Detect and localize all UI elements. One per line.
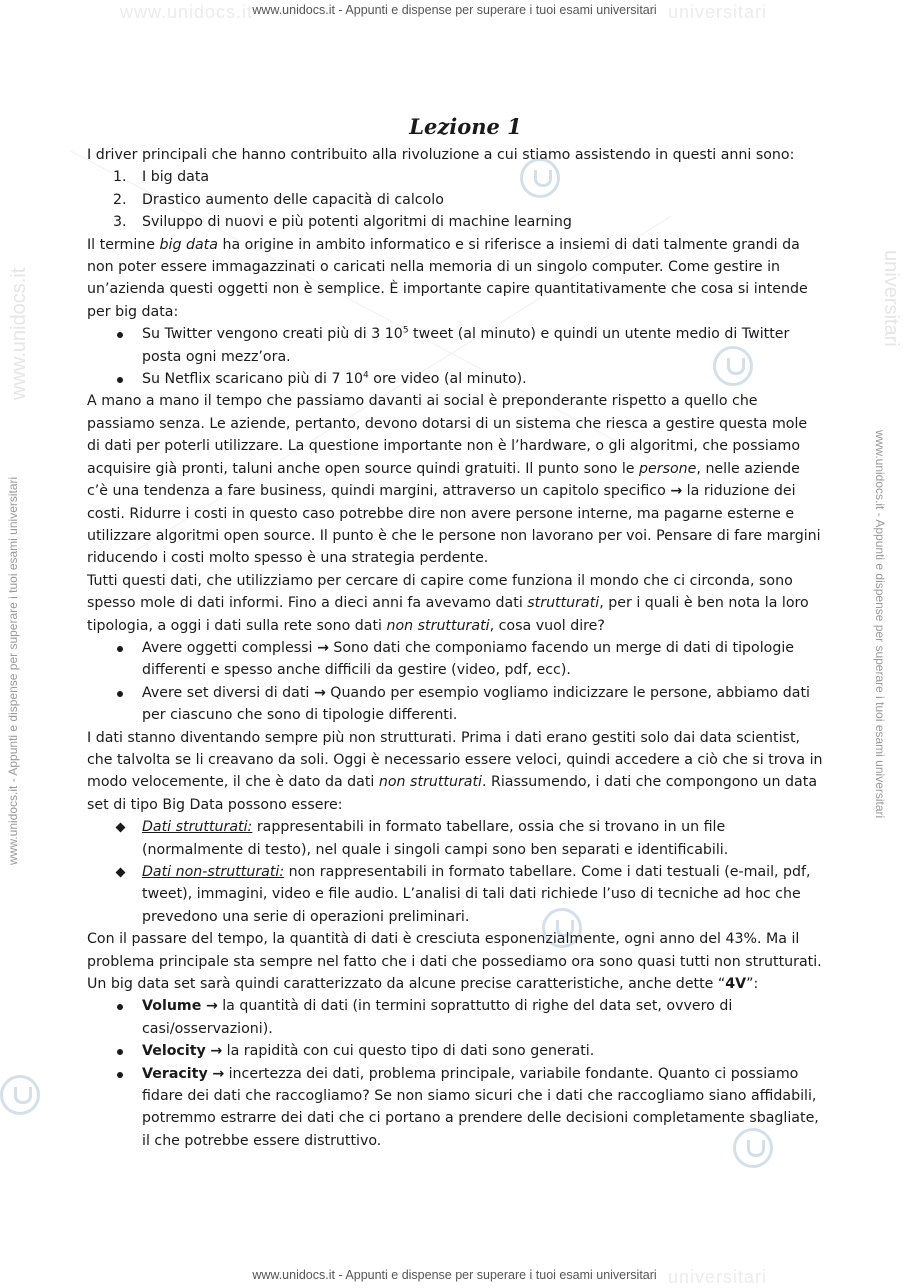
arrow-right-icon: →	[212, 1065, 225, 1082]
list-number: 1.	[113, 169, 127, 186]
arrow-right-icon: →	[210, 1043, 223, 1060]
side-ghost-right: universitari	[880, 250, 902, 347]
arrow-right-icon: →	[316, 639, 329, 656]
watermark-ghost-right: universitari	[668, 2, 768, 22]
list-item: Velocity → la rapidità con cui questo tipo di dati sono generati.	[87, 1040, 824, 1062]
bullet-icon	[117, 1004, 123, 1010]
list-item: Su Netflix scaricano più di 7 $10^4$ ore video (al minuto).	[87, 368, 824, 390]
big-data-paragraph: Il termine big data ha origine in ambito informatico e si riferisce a insiemi di dati talmente grandi da non poter essere immagazzinati o caricati nella memoria di un singolo computer. Come gestire in un’azienda questi oggetti non è semplice. È importante capire quantitativamente che cosa si intende per big data:	[87, 236, 808, 320]
bullet-icon	[117, 646, 123, 652]
list-item: Avere set diversi di dati → Quando per esempio vogliamo indicizzare le persone, abbiamo dati per ciascuno che sono di tipologie differenti.	[87, 682, 824, 727]
list-item: Dati strutturati: rappresentabili in formato tabellare, ossia che si trovano in un file (normalmente di testo), nel quale i singoli campi sono ben separati e identificabili.	[87, 816, 824, 861]
four-v-list	[87, 995, 824, 1152]
diamond-bullet-icon	[116, 868, 126, 878]
list-item	[87, 166, 824, 188]
header-watermark-banner: www.unidocs.it - Appunti e dispense per superare i tuoi esami universitari	[252, 3, 657, 17]
bullet-icon	[117, 332, 123, 338]
footer-watermark-banner: www.unidocs.it - Appunti e dispense per superare i tuoi esami universitari	[252, 1268, 657, 1282]
bullet-icon	[117, 377, 123, 383]
bullet-icon	[117, 1049, 123, 1055]
arrow-right-icon: →	[670, 483, 683, 500]
list-item: Volume → la quantità di dati (in termini soprattutto di righe del data set, ovvero di casi/osservazioni).	[87, 995, 824, 1040]
list-number: 3.	[113, 214, 127, 231]
data-types-paragraph: Tutti questi dati, che utilizziamo per cercare di capire come funziona il mondo che ci circonda, sono spesso mole di dati informi. Fino a dieci anni fa avevamo dati strutturati, per i quali è ben nota la loro tipologia, a oggi i dati sulla rete sono dati non strutturati, cosa vuol dire?	[87, 572, 809, 634]
side-watermark-right: www.unidocs.it - Appunti e dispense per superare i tuoi esami universitari	[873, 430, 887, 819]
bullet-icon	[117, 691, 123, 697]
list-item: Su Twitter vengono creati più di 3 $10^5$ tweet (al minuto) e quindi un utente medio di Twitter posta ogni mezz’ora.	[87, 323, 824, 368]
side-ghost-left: www.unidocs.it	[8, 267, 30, 400]
list-item	[87, 211, 824, 233]
data-types-list	[87, 816, 824, 928]
list-item: Avere oggetti complessi → Sono dati che componiamo facendo un merge di dati di tipologie differenti e spesso anche difficili da gestire (video, pdf, ecc).	[87, 637, 824, 682]
footer-watermark-ghost-right: universitari	[668, 1267, 768, 1287]
non-structured-paragraph: I dati stanno diventando sempre più non strutturati. Prima i dati erano gestiti solo dai data scientist, che talvolta se li creavano da soli. Oggi è necessario essere veloci, quindi accedere a ciò che si trova in modo velocemente, il che è dato da dati non strutturati. Riassumendo, i dati che compongono un data set di tipo Big Data possono essere:	[87, 729, 823, 813]
list-item-text: Drastico aumento delle capacità di calcolo	[142, 191, 444, 208]
list-item	[87, 189, 824, 211]
drivers-list	[87, 166, 824, 233]
list-item: Veracity → incertezza dei dati, problema principale, variabile fondante. Quanto ci possiamo fidare dei dati che raccogliamo? Se non siamo sicuri che i dati che raccogliamo siano affidabili, potremmo estrarre dei dati che ci portano a prendere delle decisioni completamente sbagliate, il che potrebbe essere distruttivo.	[87, 1063, 824, 1153]
document-body	[87, 112, 824, 1152]
list-item: Dati non-strutturati: non rappresentabili in formato tabellare. Come i dati testuali (e-mail, pdf, tweet), immagini, video e file audio. L’analisi di tali dati richiede l’uso di tecniche ad hoc che prevedono una serie di operazioni preliminari.	[87, 861, 824, 928]
four-v-paragraph: Un big data set sarà quindi caratterizzato da alcune precise caratteristiche, anche dette “4V”:	[87, 976, 759, 993]
watermark-ghost-left: www.unidocs.it	[120, 2, 254, 22]
bullet-icon	[117, 1072, 123, 1078]
list-number: 2.	[113, 191, 127, 208]
complex-list	[87, 637, 824, 727]
growth-paragraph: Con il passare del tempo, la quantità di dati è cresciuta esponenzialmente, ogni anno del 43%. Ma il problema principale sta sempre nel fatto che i dati che possediamo ora sono quasi tutti non strutturati.	[87, 931, 822, 970]
social-paragraph: A mano a mano il tempo che passiamo davanti ai social è preponderante rispetto a quello che passiamo senza. Le aziende, pertanto, devono dotarsi di un sistema che riesca a gestire questa mole di dati per poterli utilizzare. La questione importante non è l’hardware, o gli algoritmi, che possiamo acquisire già pronti, taluni anche open source quindi gratuiti. Il punto sono le persone, nelle aziende c’è una tendenza a fare business, quindi margini, attraverso un capitolo specifico → la riduzione dei costi. Ridurre i costi in questo caso potrebbe dire non avere persone interne, ma pagarne esterne e utilizzare algoritmi open source. Il punto è che le persone non lavorano per voi. Pensare di fare margini riducendo i costi molto spesso è una strategia perdente.	[87, 393, 821, 567]
unidocs-logo-icon	[0, 1075, 40, 1115]
list-item-text: I big data	[142, 169, 210, 186]
side-watermark-left: www.unidocs.it - Appunti e dispense per superare i tuoi esami universitari	[6, 476, 20, 865]
stats-list	[87, 323, 824, 390]
page-title: Lezione 1	[409, 114, 522, 139]
diamond-bullet-icon	[116, 823, 126, 833]
arrow-right-icon: →	[205, 998, 218, 1015]
intro-paragraph: I driver principali che hanno contribuito alla rivoluzione a cui stiamo assistendo in questi anni sono:	[87, 147, 795, 163]
arrow-right-icon: →	[313, 684, 326, 701]
list-item-text: Sviluppo di nuovi e più potenti algoritmi di machine learning	[142, 214, 572, 231]
